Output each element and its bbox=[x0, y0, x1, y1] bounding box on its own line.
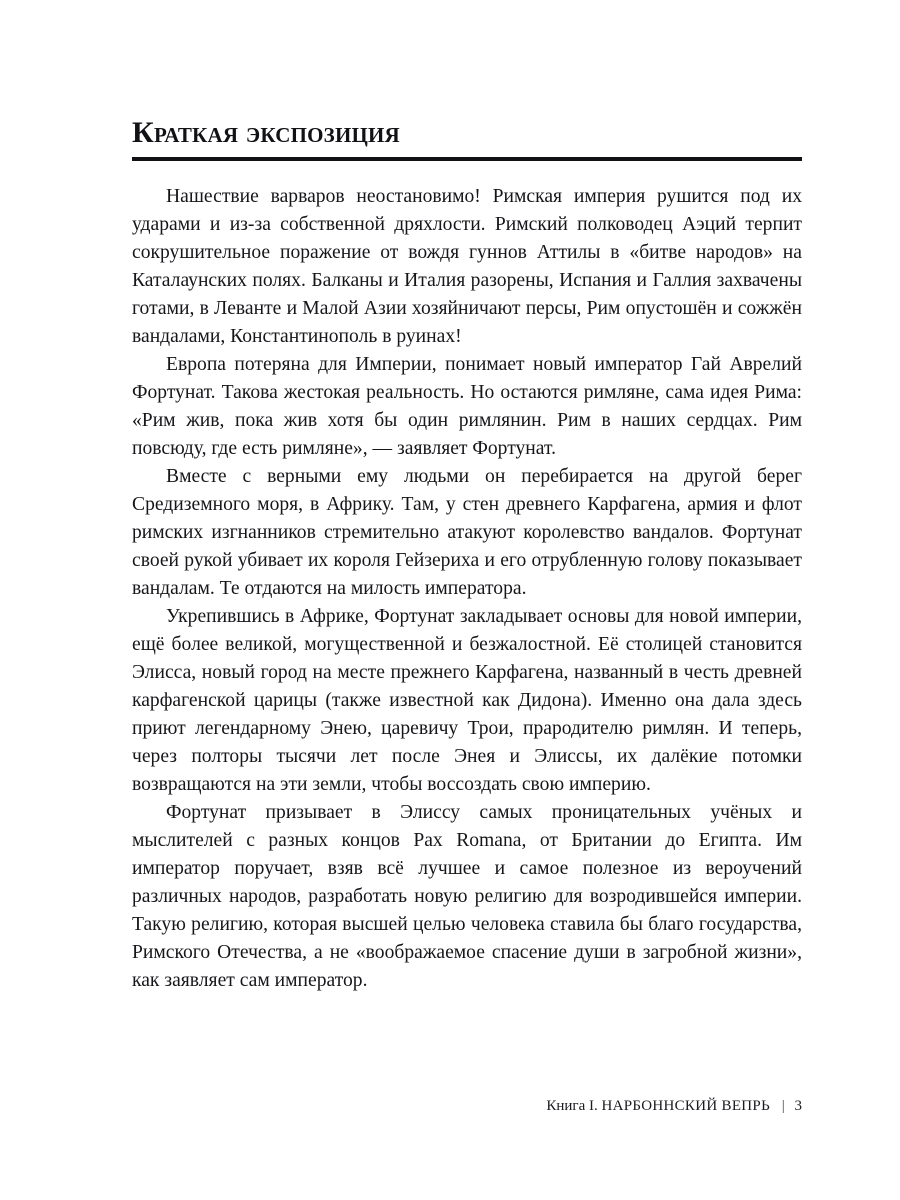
paragraph-2: Европа потеряна для Империи, понимает новый император Гай Аврелий Фортунат. Такова жестокая реальность. Но остаются римляне, сама идея Рима: «Рим жив, пока жив хотя бы один римлянин. Рим в наших сердцах. Рим повсюду, где есть римляне», — заявляет Фортунат. bbox=[132, 354, 802, 459]
page-number: 3 bbox=[794, 1098, 802, 1114]
footer-series-title: НАРБОННСКИЙ ВЕПРЬ bbox=[601, 1098, 770, 1114]
paragraph-4: Укрепившись в Африке, Фортунат закладывает основы для новой империи, ещё более великой, могущественной и безжалостной. Её столицей становится Элисса, новый город на месте прежнего Карфагена, названный в честь древней карфагенской царицы (также известной как Дидона). Именно она дала здесь приют легендарному Энею, царевичу Трои, прародителю римлян. И теперь, через полторы тысячи лет после Энея и Элиссы, их далёкие потомки возвращаются на эти земли, чтобы воссоздать свою империю. bbox=[132, 606, 802, 795]
title-divider bbox=[132, 157, 802, 161]
paragraph-1: Нашествие варваров неостановимо! Римская империя рушится под их ударами и из-за собственной дряхлости. Римский полководец Аэций терпит сокрушительное поражение от вождя гуннов Аттилы в «битве народов» на Каталаунских полях. Балканы и Италия разорены, Испания и Галлия захвачены готами, в Леванте и Малой Азии хозяйничают персы, Рим опустошён и сожжён вандалами, Константинополь в руинах! bbox=[132, 186, 802, 347]
page-footer bbox=[132, 1096, 802, 1116]
paragraph-3: Вместе с верными ему людьми он перебирается на другой берег Средиземного моря, в Африку. Там, у стен древнего Карфагена, армия и флот римских изгнанников стремительно атакуют королевство вандалов. Фортунат своей рукой убивает их короля Гейзериха и его отрубленную голову показывает вандалам. Те отдаются на милость императора. bbox=[132, 466, 802, 599]
page-title: Краткая экспозиция bbox=[132, 116, 400, 149]
footer-book-label: Книга I. bbox=[546, 1098, 598, 1114]
footer-separator: | bbox=[781, 1098, 785, 1114]
paragraph-5: Фортунат призывает в Элиссу самых проницательных учёных и мыслителей с разных концов Pax Romana, от Британии до Египта. Им император поручает, взяв всё лучшее и самое полезное из вероучений различных народов, разработать новую религию для возродившейся империи. Такую религию, которая высшей целью человека ставила бы благо государства, Римского Отечества, а не «воображаемое спасение души в загробной жизни», как заявляет сам император. bbox=[132, 802, 802, 991]
body-text-block bbox=[132, 183, 802, 995]
page-content bbox=[132, 118, 802, 995]
